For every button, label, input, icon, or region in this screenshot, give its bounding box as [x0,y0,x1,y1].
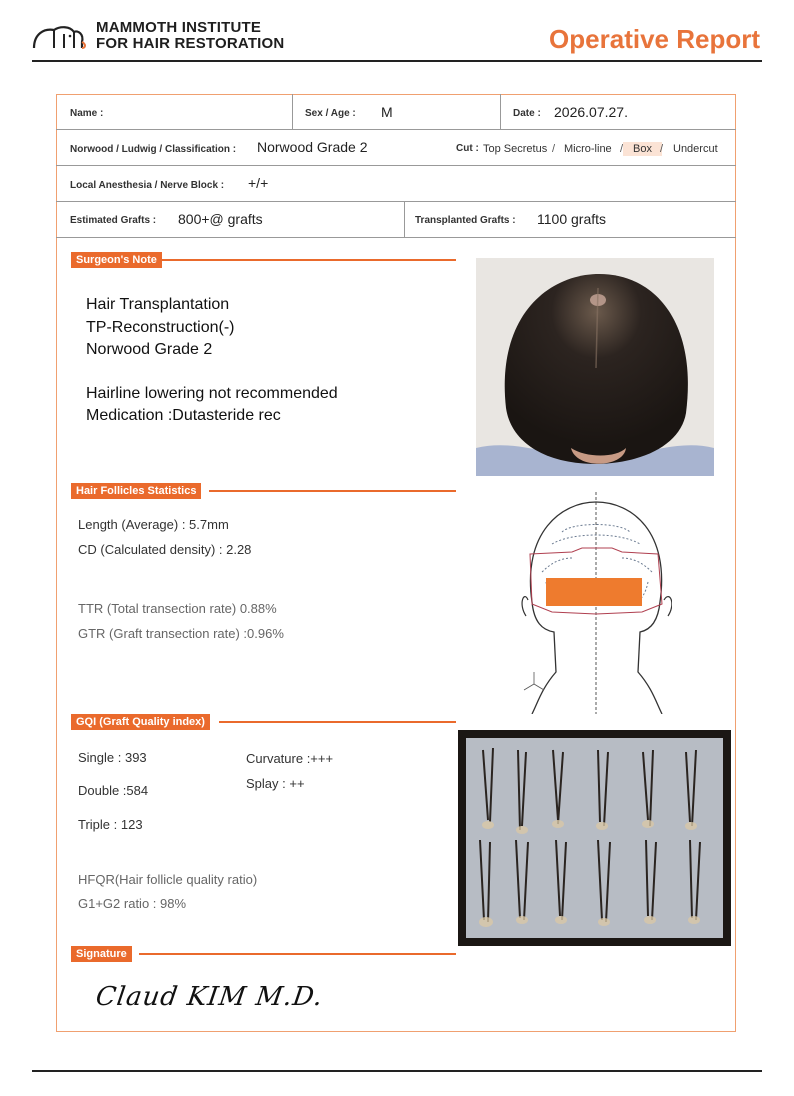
section-rule [209,490,456,492]
gqi-g1g2-ratio: G1+G2 ratio : 98% [78,896,187,911]
brand-line-1: MAMMOTH INSTITUTE [96,19,262,36]
name-label: Name : [70,108,104,119]
note-line: Hair Transplantation [86,296,230,313]
note-line: Medication :Dutasteride rec [86,407,281,424]
note-line: Hairline lowering not recommended [86,385,338,402]
classification-value: Norwood Grade 2 [257,139,368,155]
stat-cd: CD (Calculated density) : 2.28 [78,542,252,557]
gqi-splay: Splay : ++ [246,776,305,791]
classification-label: Norwood / Ludwig / Classification : [70,144,237,155]
note-line: Norwood Grade 2 [86,341,213,358]
gqi-curvature: Curvature :+++ [246,751,334,766]
divider [500,94,501,130]
gqi-single: Single : 393 [78,750,147,765]
graft-photo [458,730,731,946]
cut-option-undercut: Undercut [673,143,718,155]
cut-separator: / [552,143,556,155]
section-rule [219,721,456,723]
estimated-grafts-label: Estimated Grafts : [70,215,157,226]
sexage-label: Sex / Age : [305,108,356,119]
anesthesia-value: +/+ [248,175,269,191]
info-row-name [56,94,736,130]
cut-option-box-selected: Box [623,142,662,156]
cut-option-top-secretus: Top Secretus [483,143,548,155]
transplanted-grafts-value: 1100 grafts [537,211,607,227]
stat-length: Length (Average) : 5.7mm [78,517,229,532]
anesthesia-label: Local Anesthesia / Nerve Block : [70,180,225,191]
footer-divider [32,1070,762,1072]
stat-gtr: GTR (Graft transection rate) :0.96% [78,626,284,641]
signature-handwriting: Claud KIM M.D. [93,982,326,1012]
cut-label: Cut : [456,143,479,154]
section-heading-gqi: GQI (Graft Quality index) [71,714,210,730]
section-heading-follicle-stats: Hair Follicles Statistics [71,483,201,499]
gqi-hfqr: HFQR(Hair follicle quality ratio) [78,872,258,887]
estimated-grafts-value: 800+@ grafts [178,211,263,227]
info-row-grafts [56,202,736,238]
section-heading-signature: Signature [71,946,132,962]
elephant-logo-icon [30,22,90,52]
gqi-double: Double :584 [78,783,149,798]
scalp-photo [476,258,714,476]
divider [292,94,293,130]
gqi-triple: Triple : 123 [78,817,143,832]
transplanted-grafts-label: Transplanted Grafts : [415,215,516,226]
sexage-value: M [381,104,393,120]
donor-area-head-diagram [512,492,672,714]
divider [404,202,405,238]
brand-name [96,20,284,52]
section-heading-surgeons-note: Surgeon's Note [71,252,162,268]
cut-separator: / [620,143,624,155]
section-rule [160,259,456,261]
cut-option-micro-line: Micro-line [564,143,612,155]
note-line: TP-Reconstruction(-) [86,318,235,336]
cut-separator: / [660,143,664,155]
stat-ttr: TTR (Total transection rate) 0.88% [78,601,277,616]
page-title: Operative Report [549,24,760,54]
header-divider [32,60,762,62]
date-value: 2026.07.27. [554,104,628,120]
date-label: Date : [513,108,541,119]
section-rule [139,953,456,955]
brand-line-2: FOR HAIR RESTORATION [96,35,285,52]
